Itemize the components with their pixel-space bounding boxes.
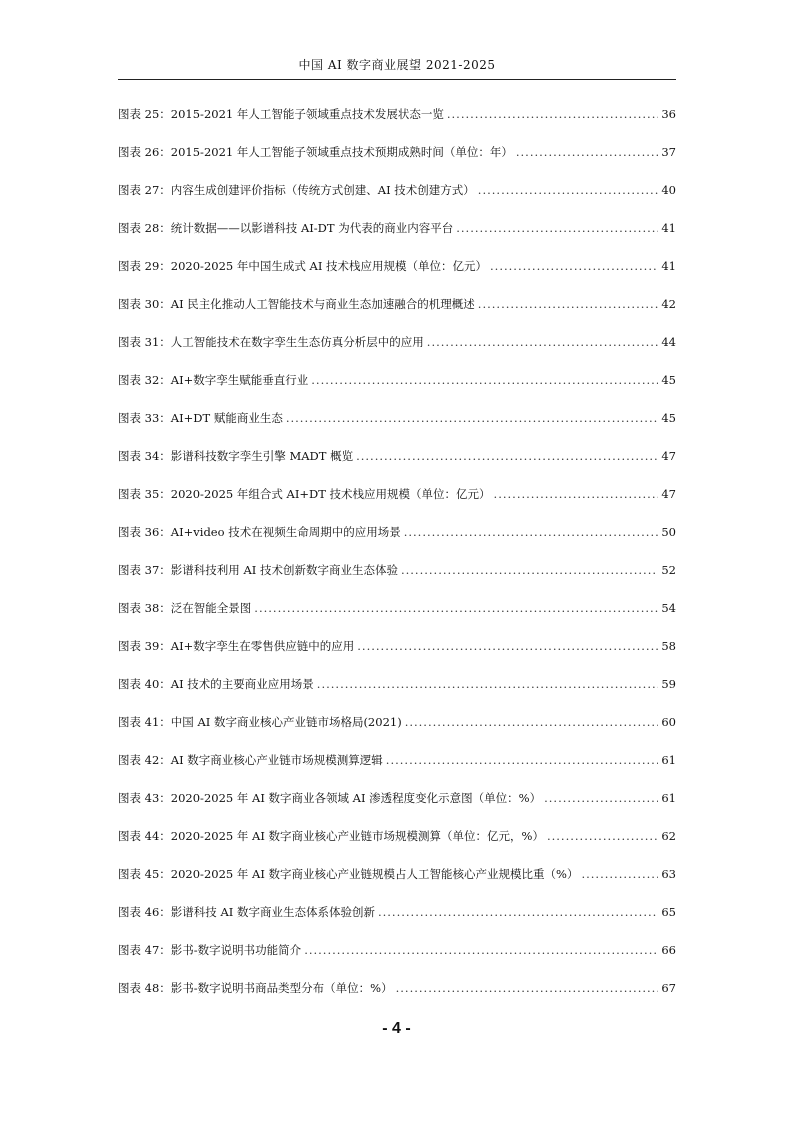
toc-entry[interactable] <box>118 334 676 372</box>
toc-dot-leader <box>516 144 658 160</box>
toc-entry-title[interactable]: 图表 44：2020-2025 年 AI 数字商业核心产业链市场规模测算（单位：亿元，%） <box>118 829 544 843</box>
toc-dot-leader <box>286 410 659 426</box>
running-header: 中国 AI 数字商业展望 2021-2025 <box>298 58 496 72</box>
toc-entry-title[interactable]: 图表 26：2015-2021 年人工智能子领域重点技术预期成熟时间（单位：年） <box>118 145 513 159</box>
toc-entry[interactable] <box>118 600 676 638</box>
toc-dot-leader <box>494 486 659 502</box>
toc-entry[interactable] <box>118 904 676 942</box>
toc-entry-page-number[interactable]: 50 <box>661 525 676 539</box>
toc-entry[interactable] <box>118 828 676 866</box>
toc-entry[interactable] <box>118 752 676 790</box>
toc-dot-leader <box>356 448 658 464</box>
toc-dot-leader <box>304 942 658 958</box>
toc-entry-title[interactable]: 图表 41：中国 AI 数字商业核心产业链市场格局(2021) <box>118 715 402 729</box>
toc-entry-title[interactable]: 图表 43：2020-2025 年 AI 数字商业各领域 AI 渗透程度变化示意图（单位：%） <box>118 791 542 805</box>
toc-entry-title[interactable]: 图表 39：AI+数字孪生在零售供应链中的应用 <box>118 639 355 653</box>
toc-entry-page-number[interactable]: 61 <box>661 753 676 767</box>
toc-entry[interactable] <box>118 448 676 486</box>
toc-entry-page-number[interactable]: 54 <box>661 601 676 615</box>
toc-entry-page-number[interactable]: 42 <box>661 297 676 311</box>
toc-entry[interactable] <box>118 790 676 828</box>
toc-entry-title[interactable]: 图表 47：影书-数字说明书功能简介 <box>118 943 302 957</box>
toc-entry-page-number[interactable]: 41 <box>661 221 676 235</box>
toc-entry-page-number[interactable]: 58 <box>661 639 676 653</box>
toc-entry-title[interactable]: 图表 32：AI+数字孪生赋能垂直行业 <box>118 373 309 387</box>
toc-entry-title[interactable]: 图表 46：影谱科技 AI 数字商业生态体系体验创新 <box>118 905 375 919</box>
toc-dot-leader <box>456 220 658 236</box>
toc-entry-title[interactable]: 图表 37：影谱科技利用 AI 技术创新数字商业生态体验 <box>118 563 398 577</box>
toc-entry-page-number[interactable]: 63 <box>661 867 676 881</box>
toc-dot-leader <box>317 676 659 692</box>
toc-entry-title[interactable]: 图表 30：AI 民主化推动人工智能技术与商业生态加速融合的机理概述 <box>118 297 475 311</box>
toc-entry[interactable] <box>118 714 676 752</box>
toc-dot-leader <box>547 828 658 844</box>
toc-entry[interactable] <box>118 182 676 220</box>
toc-entry-title[interactable]: 图表 48：影书-数字说明书商品类型分布（单位：%） <box>118 981 393 995</box>
toc-entry[interactable] <box>118 676 676 714</box>
toc-entry-page-number[interactable]: 45 <box>661 373 676 387</box>
toc-dot-leader <box>254 600 658 616</box>
toc-entry[interactable] <box>118 638 676 676</box>
toc-entry[interactable] <box>118 296 676 334</box>
toc-dot-leader <box>427 334 659 350</box>
toc-entry[interactable] <box>118 942 676 980</box>
toc-dot-leader <box>386 752 659 768</box>
toc-dot-leader <box>581 866 658 882</box>
toc-entry-page-number[interactable]: 62 <box>661 829 676 843</box>
toc-entry-page-number[interactable]: 66 <box>661 943 676 957</box>
page-number: - 4 - <box>382 1020 411 1037</box>
toc-entry-page-number[interactable]: 61 <box>661 791 676 805</box>
toc-entry-page-number[interactable]: 47 <box>661 487 676 501</box>
toc-entry-page-number[interactable]: 44 <box>661 335 676 349</box>
toc-entry-title[interactable]: 图表 38：泛在智能全景图 <box>118 601 252 615</box>
toc-entry-title[interactable]: 图表 36：AI+video 技术在视频生命周期中的应用场景 <box>118 525 401 539</box>
toc-entry-page-number[interactable]: 41 <box>661 259 676 273</box>
toc-entry-page-number[interactable]: 65 <box>661 905 676 919</box>
toc-entry[interactable] <box>118 372 676 410</box>
toc-dot-leader <box>544 790 658 806</box>
toc-dot-leader <box>396 980 659 996</box>
toc-entry-page-number[interactable]: 40 <box>661 183 676 197</box>
toc-entry[interactable] <box>118 220 676 258</box>
toc-entry-title[interactable]: 图表 35：2020-2025 年组合式 AI+DT 技术栈应用规模（单位：亿元） <box>118 487 491 501</box>
toc-entry-page-number[interactable]: 47 <box>661 449 676 463</box>
header-rule <box>118 79 676 80</box>
toc-dot-leader <box>478 296 659 312</box>
toc-entry-title[interactable]: 图表 27：内容生成创建评价指标（传统方式创建、AI 技术创建方式） <box>118 183 475 197</box>
toc-entry[interactable] <box>118 258 676 296</box>
toc-dot-leader <box>478 182 659 198</box>
toc-entry-page-number[interactable]: 59 <box>661 677 676 691</box>
toc-entry[interactable] <box>118 980 676 1018</box>
toc-entry-page-number[interactable]: 52 <box>661 563 676 577</box>
toc-entry[interactable] <box>118 144 676 182</box>
toc-dot-leader <box>404 524 659 540</box>
toc-entry-title[interactable]: 图表 28：统计数据——以影谱科技 AI-DT 为代表的商业内容平台 <box>118 221 454 235</box>
toc-entry[interactable] <box>118 562 676 600</box>
toc-entry-page-number[interactable]: 45 <box>661 411 676 425</box>
toc-entry-page-number[interactable]: 36 <box>661 107 676 121</box>
toc-dot-leader <box>490 258 658 274</box>
toc-entry-title[interactable]: 图表 42：AI 数字商业核心产业链市场规模测算逻辑 <box>118 753 383 767</box>
toc-dot-leader <box>447 106 658 122</box>
toc-dot-leader <box>401 562 658 578</box>
toc-entry[interactable] <box>118 524 676 562</box>
toc-dot-leader <box>405 714 659 730</box>
toc-entry-page-number[interactable]: 67 <box>661 981 676 995</box>
toc-entry-page-number[interactable]: 60 <box>661 715 676 729</box>
toc-entry[interactable] <box>118 486 676 524</box>
toc-entry-title[interactable]: 图表 31：人工智能技术在数字孪生生态仿真分析层中的应用 <box>118 335 424 349</box>
toc-entry[interactable] <box>118 410 676 448</box>
toc-entry-title[interactable]: 图表 45：2020-2025 年 AI 数字商业核心产业链规模占人工智能核心产业规模比重（%） <box>118 867 579 881</box>
toc-entry[interactable] <box>118 106 676 144</box>
toc-entry[interactable] <box>118 866 676 904</box>
toc-entry-title[interactable]: 图表 25：2015-2021 年人工智能子领域重点技术发展状态一览 <box>118 107 444 121</box>
toc-dot-leader <box>378 904 658 920</box>
toc-entry-page-number[interactable]: 37 <box>661 145 676 159</box>
toc-entry-title[interactable]: 图表 33：AI+DT 赋能商业生态 <box>118 411 283 425</box>
table-of-figures <box>118 106 676 1018</box>
toc-entry-title[interactable]: 图表 29：2020-2025 年中国生成式 AI 技术栈应用规模（单位：亿元） <box>118 259 488 273</box>
toc-entry-title[interactable]: 图表 40：AI 技术的主要商业应用场景 <box>118 677 314 691</box>
toc-dot-leader <box>311 372 658 388</box>
toc-dot-leader <box>357 638 658 654</box>
toc-entry-title[interactable]: 图表 34：影谱科技数字孪生引擎 MADT 概览 <box>118 449 354 463</box>
